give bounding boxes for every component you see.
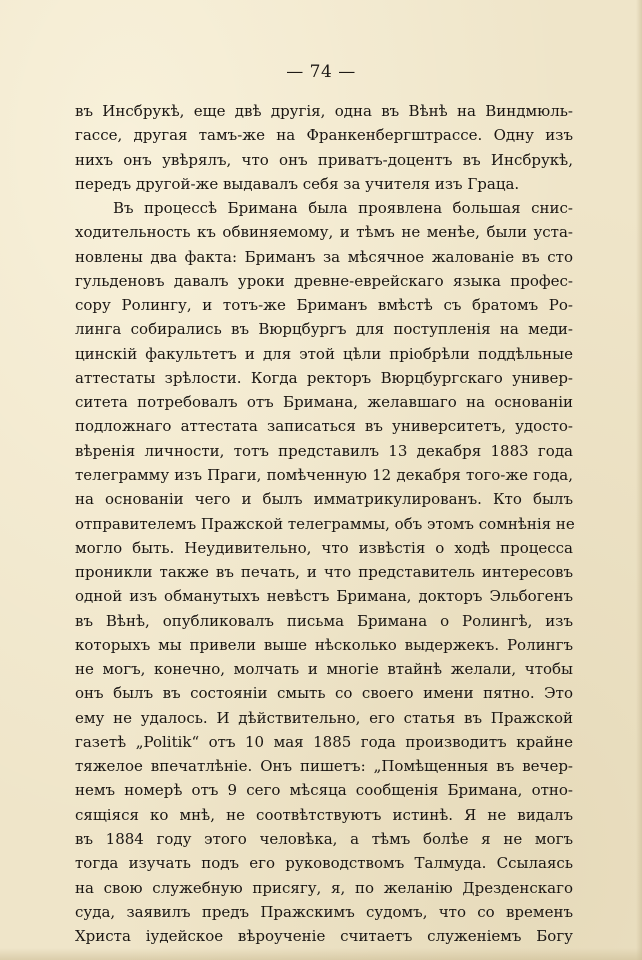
text-line: которыхъ мы привели выше нѣсколько выдержекъ. Ролингъ: [75, 635, 573, 654]
text-line: суда, заявилъ предъ Пражскимъ судомъ, что со временъ: [75, 902, 573, 921]
text-line: Христа іудейское вѣроученіе считаетъ служеніемъ Богу: [75, 927, 573, 946]
text-line: линга собирались въ Вюрцбургъ для поступленія на меди-: [75, 320, 573, 339]
text-line: отправителемъ Пражской телеграммы, объ этомъ сомнѣнія не: [75, 514, 575, 533]
text-line: на основаніи чего и былъ имматрикулированъ. Кто былъ: [75, 490, 573, 509]
text-line: нихъ онъ увѣрялъ, что онъ приватъ-доцентъ въ Инсбрукѣ,: [75, 150, 573, 169]
page-bottom-edge: [0, 948, 642, 960]
text-line: на свою служебную присягу, я, по желанію Дрезденскаго: [75, 878, 573, 897]
page-edge-shadow: [636, 0, 642, 960]
text-line: новлены два факта: Бриманъ за мѣсячное жалованіе въ сто: [75, 247, 573, 266]
text-line: онъ былъ въ состояніи смыть со своего имени пятно. Это: [75, 684, 573, 703]
text-line: въ 1884 году этого человѣка, а тѣмъ болѣе я не могъ: [75, 829, 573, 848]
text-line: въ Вѣнѣ, опубликовалъ письма Бримана о Ролингѣ, изъ: [75, 611, 573, 630]
text-line: гассе, другая тамъ-же на Франкенбергштрассе. Одну изъ: [75, 126, 573, 145]
text-line: ситета потребовалъ отъ Бримана, желавшаго на основаніи: [75, 393, 573, 412]
text-line: тяжелое впечатлѣніе. Онъ пишетъ: „Помѣщенныя въ вечер-: [75, 757, 573, 776]
text-line: подложнаго аттестата записаться въ университетъ, удосто-: [75, 417, 573, 436]
text-line: телеграмму изъ Праги, помѣченную 12 декабря того-же года,: [75, 465, 573, 484]
text-line: немъ номерѣ отъ 9 сего мѣсяца сообщенія Бримана, отно-: [75, 781, 573, 800]
text-line: одной изъ обманутыхъ невѣстъ Бримана, докторъ Эльбогенъ: [75, 587, 573, 606]
text-line: проникли также въ печать, и что представитель интересовъ: [75, 563, 573, 582]
text-line: газетѣ „Politik“ отъ 10 мая 1885 года производитъ крайне: [75, 732, 573, 751]
text-line: аттестаты зрѣлости. Когда ректоръ Вюрцбургскаго универ-: [75, 368, 573, 387]
text-line: гульденовъ давалъ уроки древне-еврейскаго языка профес-: [75, 271, 573, 290]
text-line: сору Ролингу, и тотъ-же Бриманъ вмѣстѣ съ братомъ Ро-: [75, 296, 573, 315]
text-line: не могъ, конечно, молчать и многіе втайнѣ желали, чтобы: [75, 660, 573, 679]
text-line: сящіяся ко мнѣ, не соотвѣтствуютъ истинѣ. Я не видалъ: [75, 805, 573, 824]
text-line: ходительность къ обвиняемому, и тѣмъ не менѣе, были уста-: [75, 223, 573, 242]
text-line: ему не удалось. И дѣйствительно, его статья въ Пражской: [75, 708, 573, 727]
text-line: вѣренія личности, тотъ представилъ 13 декабря 1883 года: [75, 441, 573, 460]
text-line: тогда изучать подъ его руководствомъ Талмуда. Ссылаясь: [75, 854, 573, 873]
text-line: въ Инсбрукѣ, еще двѣ другія, одна въ Вѣнѣ на Виндмюль-: [75, 102, 573, 120]
text-line: могло быть. Неудивительно, что извѣстія о ходѣ процесса: [75, 538, 573, 557]
text-line: Въ процессѣ Бримана была проявлена большая снис-: [113, 199, 573, 218]
body-text: [75, 99, 573, 948]
page-number: — 74 —: [286, 62, 356, 82]
text-line: передъ другой-же выдавалъ себя за учителя изъ Граца.: [75, 174, 520, 193]
text-line: цинскій факультетъ и для этой цѣли пріобрѣли поддѣльные: [75, 344, 573, 363]
